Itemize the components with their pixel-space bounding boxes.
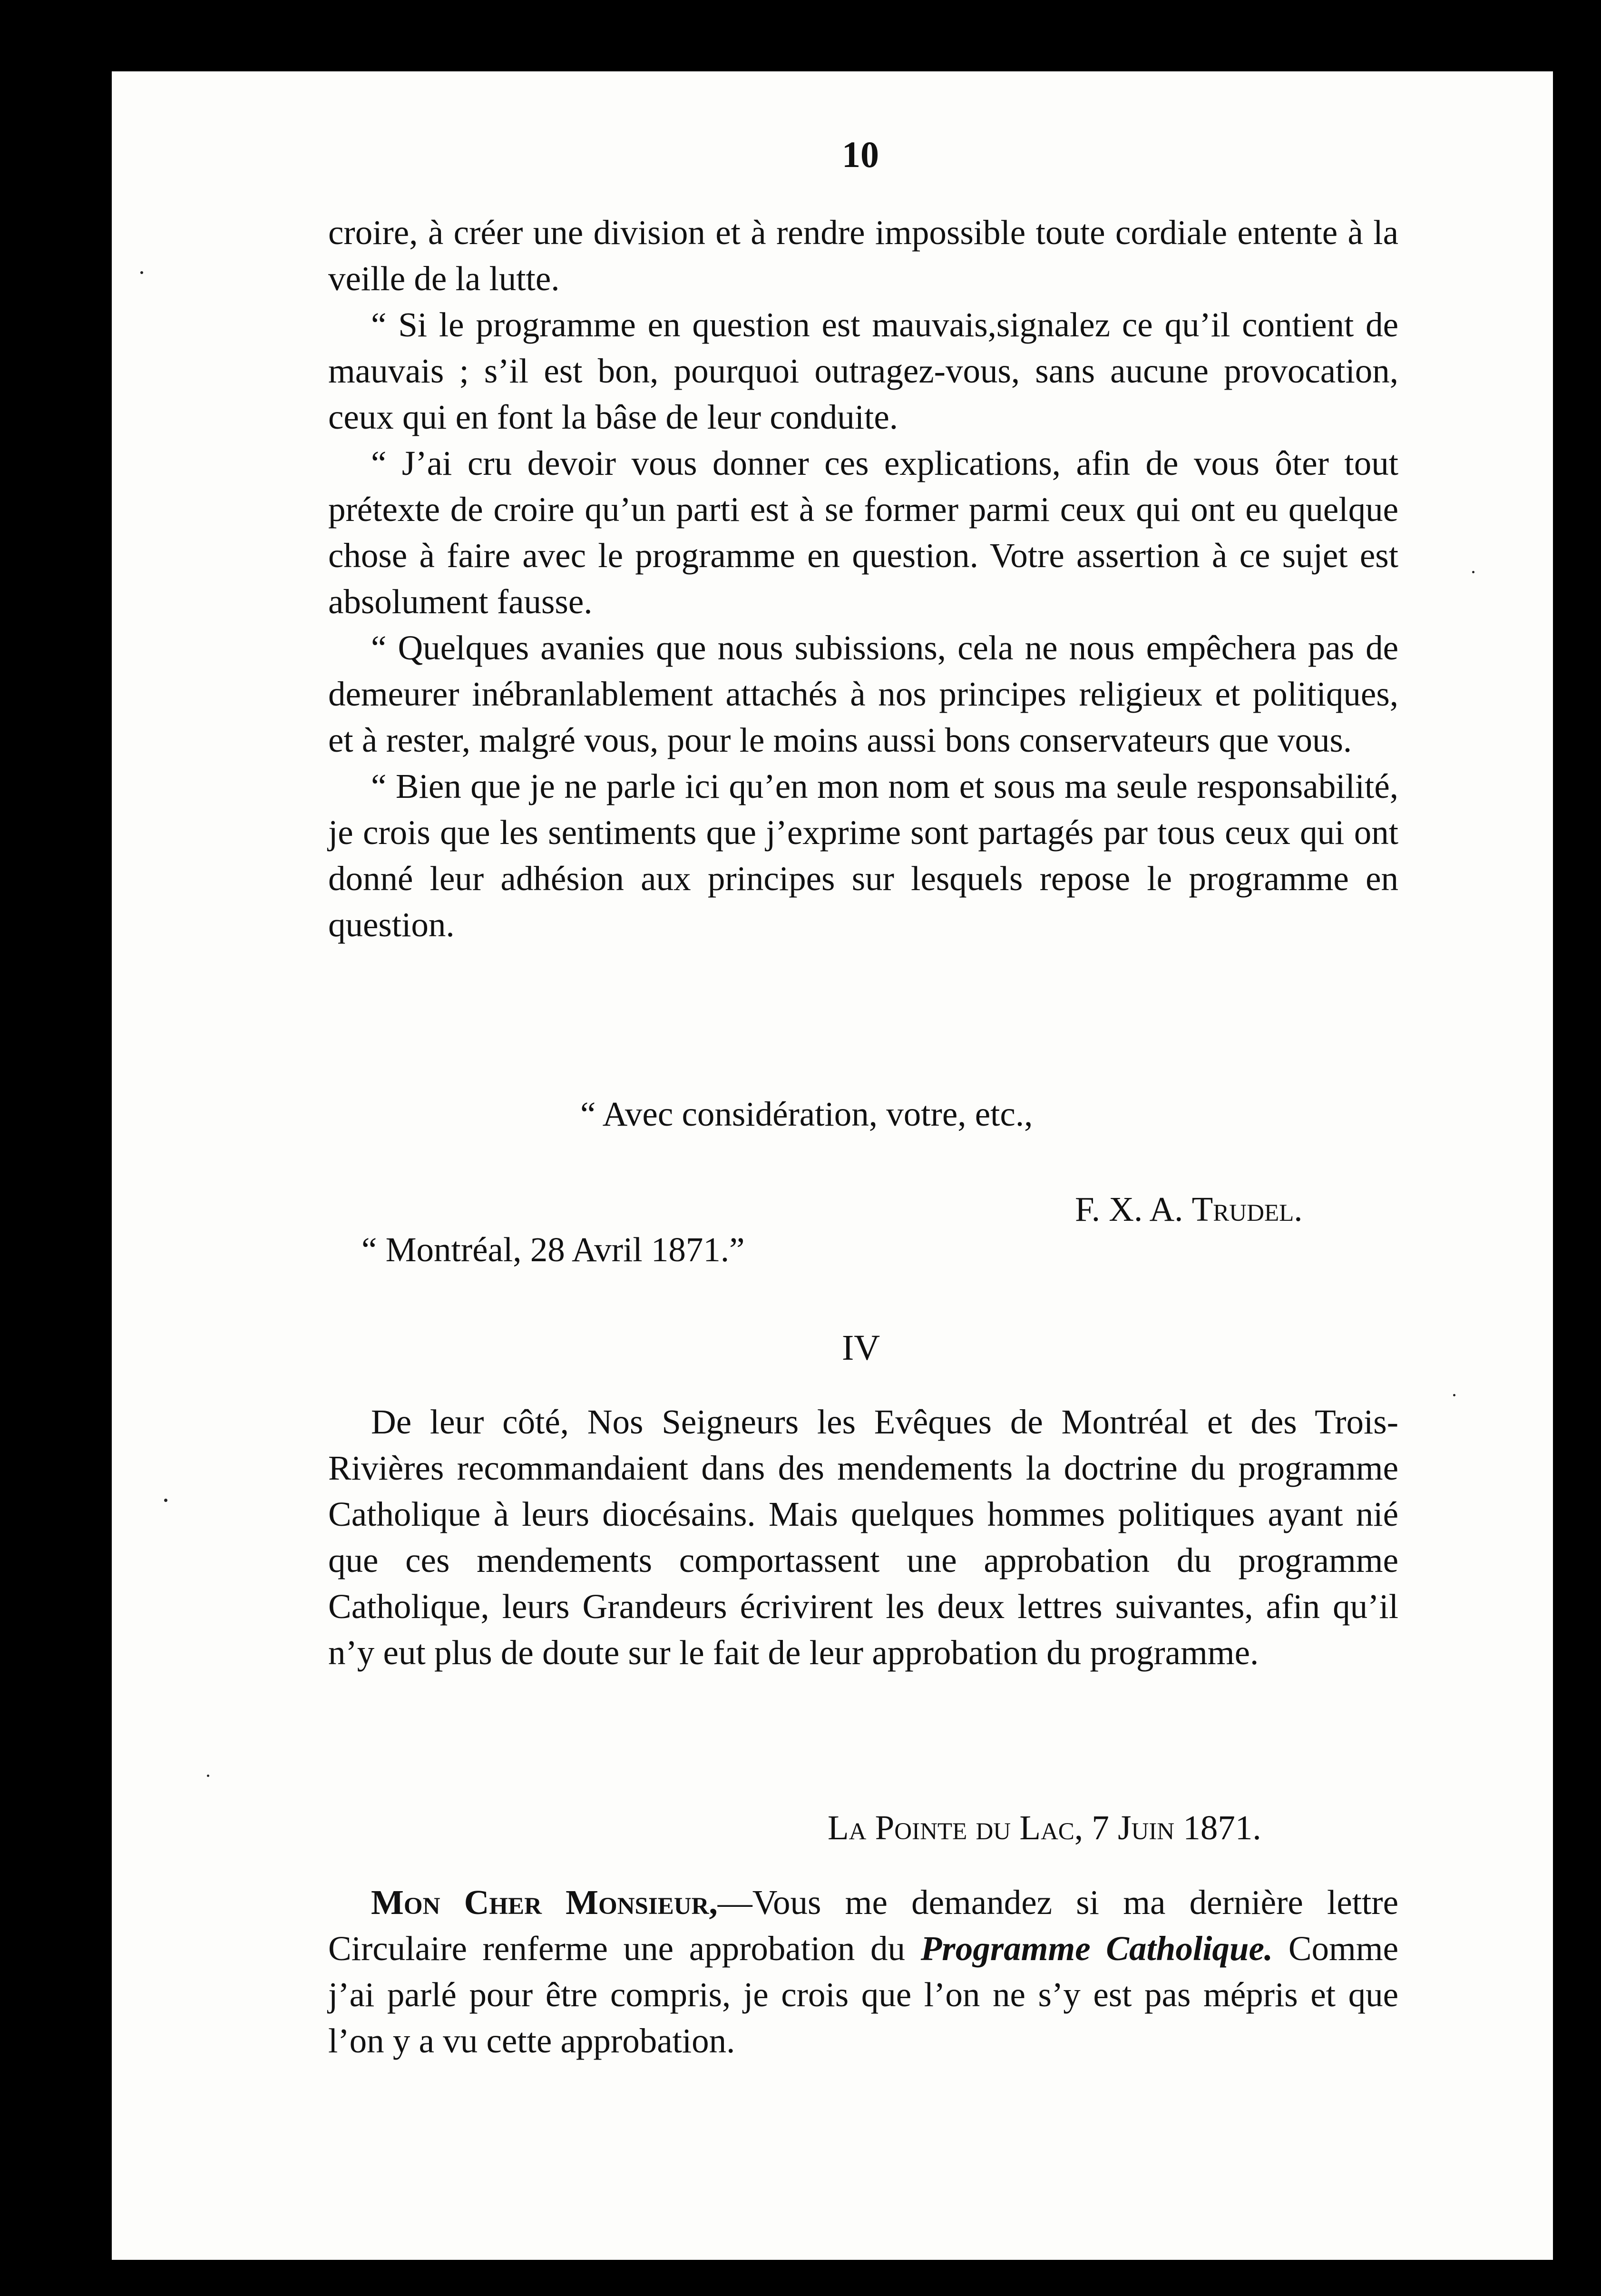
closing-line: “ Avec considération, votre, etc., bbox=[580, 1095, 1033, 1133]
salutation: Mon Cher Monsieur, bbox=[371, 1883, 718, 1922]
paragraph: “ Quelques avanies que nous subissions, cela ne nous empêchera pas de demeurer inébranlablement attachés à nos principes religieux et politiques, et à rester, malgré vous, pour le moins aussi bons conservateurs que vous. bbox=[328, 628, 1398, 759]
paragraph: “ J’ai cru devoir vous donner ces explications, afin de vous ôter tout prétexte de croire qu’un parti est à se former parmi ceux qui ont eu quelque chose à faire avec le programme en question. Votre assertion à ce sujet est absolument fausse. bbox=[328, 444, 1398, 621]
paragraph: croire, à créer une division et à rendre impossible toute cordiale entente à la veille de la lutte. bbox=[328, 213, 1398, 298]
signature bbox=[1075, 1189, 1303, 1229]
dateline: “ Montréal, 28 Avril 1871.” bbox=[361, 1230, 745, 1269]
paragraph: “ Bien que je ne parle ici qu’en mon nom et sous ma seule responsabilité, je crois que les sentiments que j’exprime sont partagés par tous ceux qui ont donné leur adhésion aux principes sur lesquels repose le programme en question. bbox=[328, 767, 1398, 944]
signature-name: Trudel. bbox=[1191, 1190, 1303, 1228]
print-speck bbox=[1453, 1394, 1455, 1396]
letter-opening bbox=[328, 1879, 1398, 2064]
emphasis-text: Programme Catholique. bbox=[920, 1929, 1273, 1968]
signature-initials: F. X. A. bbox=[1075, 1190, 1192, 1228]
letter-place-date: La Pointe du Lac, 7 Juin 1871. bbox=[828, 1808, 1261, 1847]
paragraph: De leur côté, Nos Seigneurs les Evêques de Montréal et des Trois-Rivières recommandaient dans des mendements la doctrine du programme Catholique à leurs diocésains. Mais quelques hommes politiques ayant nié que ces mendements comportassent une approbation du programme Catholique, leurs Grandeurs écrivirent les deux lettres suivantes, afin qu’il n’y eut plus de doute sur le fait de leur approbation du programme. bbox=[328, 1403, 1398, 1672]
letter-text: —Vous me demandez si ma dernière lettre Circulaire renferme une approbation du bbox=[328, 1883, 1398, 1968]
paragraph bbox=[328, 1879, 1398, 2064]
paragraph: “ Si le programme en question est mauvais,signalez ce qu’il contient de mauvais ; s’il est bon, pourquoi outragez-vous, sans aucune provocation, ceux qui en font la bâse de leur conduite. bbox=[328, 305, 1398, 436]
page-number: 10 bbox=[842, 134, 879, 175]
print-speck bbox=[207, 1775, 209, 1777]
section-heading: IV bbox=[842, 1328, 880, 1368]
section-body bbox=[328, 1399, 1398, 1676]
letter-body bbox=[328, 209, 1398, 948]
print-speck bbox=[164, 1499, 167, 1502]
letter-text: Comme j’ai parlé pour être compris, je crois que l’on ne s’y est pas mépris et que l’on y a vu cette approbation. bbox=[328, 1929, 1398, 2060]
print-speck bbox=[140, 271, 143, 274]
print-speck bbox=[1472, 571, 1474, 573]
